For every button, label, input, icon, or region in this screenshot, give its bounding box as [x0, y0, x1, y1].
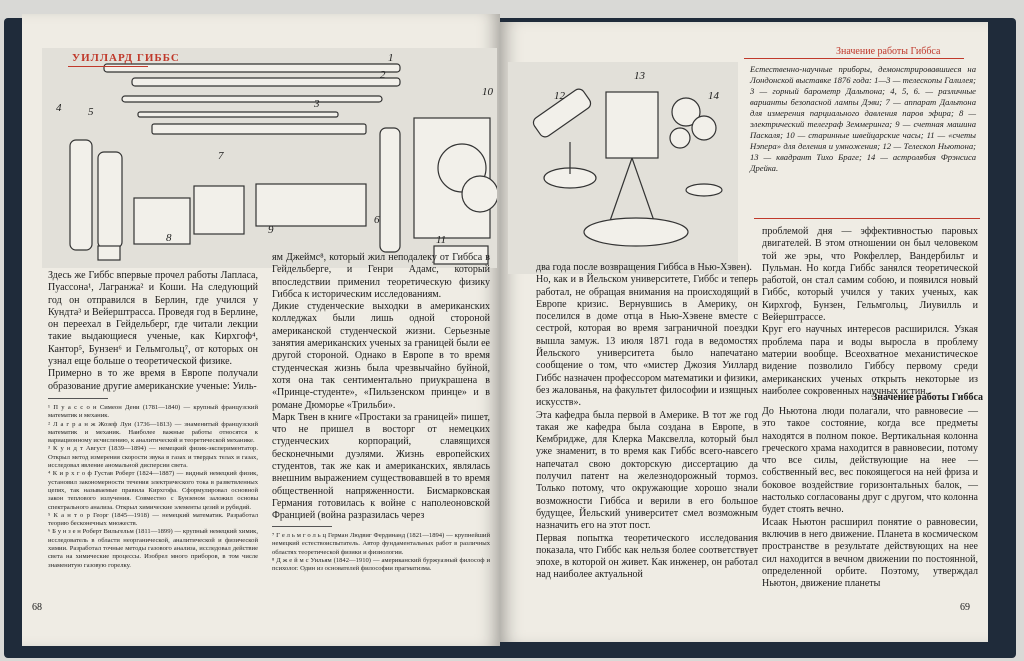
- footnotes-column-2: ⁷ Г е л ь м г о л ь ц Герман Людвиг Фердинанд (1821—1894) — крупнейший немецкий естествоиспытатель. Автор фундаментальных работ в различных областях теоретической физики и физиологии. ⁸ Д ж е й м с Уильям (1842—1910) — американский буржуазный философ и психолог. Один из основателей философии прагматизма.: [272, 532, 490, 573]
- body-text-column-1: два года после возвращения Гиббса в Нью-Хэвен). Но, как и в Йельском университете, Гиббс и теперь работал, не обращая внимания на происходящий в Европе кризис. Вернувшись в Америку, он поселился в доме отца в Нью-Хэвене вместе с сестрой, которая во время заграничной поездки вышла замуж. 13 июля 1871 года в ведомостях Йельского университета было напечатано сообщение о том, что «мистер Джозия Уиллард Гиббс назначен профессором математики и физики, без жалованья, на факультет философии и изящных искусств». Эта кафедра была первой в Америке. В тот же год такая же кафедра была создана в Европе, в Кембридже, для Клерка Максвелла, который был уже знаменит, в то время как Гиббс всего-навсего напечатал свою докторскую диссертацию да получил патент на железнодорожный тормоз. Только потому, что окружающие хорошо знали возможности Гиббса и верили в его большое будущее, Йельский университет смел возможным назначить его на этот пост. Первая попытка теоретического исследования показала, что Гиббс как нельзя более соответствует эпохе, в которой он живет. Как инженер, он работал над наиболее актуальной: [536, 262, 758, 581]
- figure-number: 14: [708, 90, 719, 102]
- header-rule: [68, 66, 148, 67]
- footnotes-column-1: ¹ П у а с с о н Симеон Дени (1781—1840) — крупный французский математик и механик. ² Л а г р а н ж Жозеф Луи (1736—1813) — знаменитый французский математик и механик. Наиболее важные работы относятся к вариационному исчислению, к аналитической и теоретической механике. ³ К у н д т Август (1839—1894) — немецкий физик-экспериментатор. Открыл метод измерения скорости звука в газах и твердых телах и газах, исследовал явление аномальной дисперсии света. ⁴ К и р х г о ф Густав Роберт (1824—1887) — видный немецкий физик, установил закономерности течения электрического тока в разветвленных цепях, так называемые правила Кирхгофа. Сформулировал основной закон теплового излучения. Совместно с Бунзеном заложил основы спектрального анализа. Открыл химические элементы цезий и рубидий. ⁵ К а н т о р Георг (1845—1918) — немецкий математик. Разработал теорию бесконечных множеств. ⁶ Б у н з е н Роберт Вильгельм (1811—1899) — крупный немецкий химик, исследователь в области неорганической, аналитической и физической химии. Разработал точные методы газового анализа, исследовал действие света на химические процессы. Изобрел много приборов, в том числе знаменитую газовую горелку.: [48, 404, 258, 569]
- footnote-rule: [48, 398, 108, 399]
- figure-number: 3: [314, 98, 320, 110]
- figure-number: 12: [554, 90, 565, 102]
- left-page: [22, 14, 500, 646]
- body-text-column-2-top: проблемой дня — эффективностью паровых двигателей. В этом отношении он был человеком той же эры, что Рокфеллер, Вандербильт и Пульман. Но когда Гиббс занялся теоретической работой, он стал самим собою, и появился новый Гиббс, который учился у таких ученых, как Кирхгоф, Бунзен, Гельмгольц, Лиувилль и Вейерштрассе. Круг его научных интересов расширился. Узкая проблема пара и воды выросла в проблему материи вообще. Всеохватное механистическое видение позволило Гиббсу первому среди американских ученых открыть некоторые из наиболее сокровенных научных истин.: [762, 226, 978, 397]
- body-text-column-2: ям Джеймс⁸, который жил неподалеку от Гиббса в Гейдельберге, и Генри Адамс, который впоследствии применил теоретическую физику Гиббса к историческим исследованиям. Дикие студенческие выходки в американских колледжах были лишь одной стороной американской студенческой жизни. Серьезные занятия американских ученых за границей были ее другой стороной. Однако в Европе в то время студенческая жизнь была чрезвычайно буйной, хотя она так сентиментально приукрашена в «Принце-студенте», «Пильзенском принце» и в романе Дюморье «Трильби». Марк Твен в книге «Простаки за границей» пишет, что не пришел в восторг от немецких студенческих корпораций, славящихся бесконечными дуэлями. Жизнь европейских студентов, так же как и американских, являлась внешним выражением существовавшей в то время общественной напряженности. Бисмарковская Германия готовилась к войне с наполеоновской Францией (война разразилась через: [272, 252, 490, 522]
- figure-number: 6: [374, 214, 380, 226]
- section-heading: Значение работы Гиббса: [872, 392, 984, 403]
- body-text-column-2-bottom: До Ньютона люди полагали, что равновесие — это такое состояние, когда все предметы находятся в полном покое. Вертикальная колонна греческого храма находится в равновесии, потому что все силы, действующие на нее — собственный вес, вес покоящегося на ней фриза и боковое воздействие горизонтальных балок, — настолько согласованы друг с другом, что колонна будет стоять вечно. Исаак Ньютон расширил понятие о равновесии, включив в него движение. Планета в космическом пространстве в результате действующих на нее сил находится в вечном движении по постоянной, определенной орбите. Поэтому, утверждал Ньютон, движение планеты: [762, 406, 978, 590]
- figure-number: 1: [388, 52, 394, 64]
- caption-rule: [754, 218, 980, 219]
- figure-number: 5: [88, 106, 94, 118]
- right-page: [500, 22, 988, 642]
- figure-number: 10: [482, 86, 493, 98]
- figure-number: 11: [436, 234, 447, 246]
- figure-number: 8: [166, 232, 172, 244]
- page-header: Значение работы Гиббса: [836, 46, 941, 57]
- telescope-quadrant-drawing: [508, 62, 738, 274]
- figure-number: 13: [634, 70, 645, 82]
- page-number: 68: [32, 602, 42, 613]
- footnote-rule: [272, 526, 332, 527]
- figure-caption: Естественно-научные приборы, демонстрировавшиеся на Лондонской выставке 1876 года: 1—3 — телескопы Галилея; 3 — горный барометр Дальтона; 4, 5, 6. — различные варианты безопасной лампы Дэви; 7 — аппарат Дальтона для измерения парциального давления паров эфира; 8 — электрический телеграф Земмеринга; 9 — счетная машина Паскаля; 10 — старинные швейцарские часы; 11 — «счеты Нэпера» для деления и умножения; 12 — Телескоп Ньютона; 13 — квадрант Тихо Браге; 14 — астролябия Фрэнсиса Дрейка.: [750, 64, 976, 173]
- instruments-illustration-right: [508, 62, 738, 274]
- figure-number: 2: [380, 69, 386, 81]
- figure-number: 4: [56, 102, 62, 114]
- figure-number: 7: [218, 150, 224, 162]
- figure-number: 9: [268, 224, 274, 236]
- page-number: 69: [960, 602, 970, 613]
- header-rule: [744, 58, 964, 59]
- page-header: УИЛЛАРД ГИББС: [72, 52, 180, 64]
- body-text-column-1: Здесь же Гиббс впервые прочел работы Лапласа, Пуассона¹, Лагранжа² и Коши. На следующий год он отправился в Берлин, где учился у Кундта³ и Вейерштрасса. Проведя год в Берлине, он переехал в Гейдельберг, где читали лекции такие выдающиеся ученые, как Кирхгоф⁴, Кантор⁵, Бунзен⁶ и Гельмгольц⁷, от которых он узнал еще больше о теоретической физике. Примерно в то же время в Европе получали образование другие американские ученые: Уиль-: [48, 270, 258, 392]
